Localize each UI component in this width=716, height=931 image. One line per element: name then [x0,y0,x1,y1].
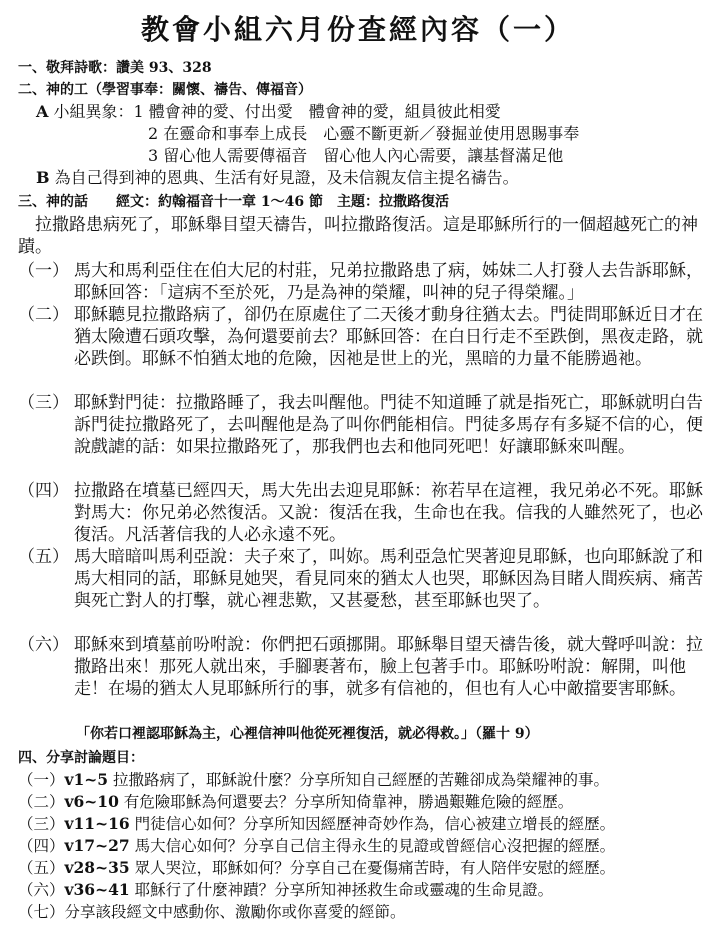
paragraph-text: 耶穌對門徒：拉撒路睡了，我去叫醒他。門徒不知道睡了就是指死亡，耶穌就明白告訴門徒拉撒路死了，去叫醒他是為了叫你們能相信。門徒多馬存有多疑不信的心，便說戲謔的話：如果拉撒路死了，那我們也去和他同死吧！好讓耶穌來叫醒。 [74,393,703,457]
discussion-question: 拉撒路病了，耶穌說什麼？分享所知自己經歷的苦難卻成為榮耀神的事。 [108,771,610,789]
paragraph-number: （一） [18,261,69,281]
prayer-b-text: 為自己得到神的恩典、生活有好見證，及未信親友信主提名禱告。 [54,168,519,187]
discussion-number: （一） [18,771,65,789]
discussion-verse-ref: v28~35 [64,858,130,877]
discussion-item-5 [18,858,615,878]
discussion-item-4 [18,836,615,856]
discussion-number: （六） [18,881,65,899]
discussion-question: 馬大信心如何？分享自己信主得永生的見證或曾經信心沒把握的經歷。 [129,837,616,855]
discussion-question: 有危險耶穌為何還要去？分享所知倚靠神，勝過艱難危險的經歷。 [118,793,574,811]
discussion-number: （二） [18,793,65,811]
paragraph-number: （六） [18,635,69,655]
vision-line-2: 2 在靈命和事奉上成長 心靈不斷更新／發掘並使用恩賜事奉 [148,124,580,143]
discussion-verse-ref: v6~10 [64,792,119,811]
section-word-heading: 三、神的話 經文：約翰福音十一章 1～46 節 主題：拉撒路復活 [18,194,449,210]
discussion-question: 門徒信心如何？分享所知因經歷神奇妙作為，信心被建立增長的經歷。 [129,815,616,833]
study-intro: 拉撒路患病死了，耶穌舉目望天禱告，叫拉撒路復活。這是耶穌所行的一個超越死亡的神蹟。 [18,215,698,257]
discussion-question: 耶穌行了什麼神蹟？分享所知神拯救生命或靈魂的生命見證。 [129,881,554,899]
vision-line-1: 小組異象：1 體會神的愛、付出愛 體會神的愛，組員彼此相愛 [53,102,501,121]
discussion-verse-ref: v1~5 [64,770,109,789]
section-discussion-heading: 四、分享討論題目： [18,750,144,766]
paragraph-number: （二） [18,305,69,325]
discussion-item-6 [18,880,553,900]
discussion-question: 眾人哭泣，耶穌如何？分享自己在憂傷痛苦時，有人陪伴安慰的經歷。 [129,859,616,877]
discussion-verse-ref: v17~27 [64,836,130,855]
vision-a-marker: A [36,102,49,121]
discussion-verse-ref: v36~41 [64,880,130,899]
page-title: 教會小組六月份查經內容（一） [140,13,575,46]
discussion-verse-ref: v11~16 [64,814,130,833]
paragraph-number: （四） [18,481,69,501]
paragraph-text: 拉撒路在墳墓已經四天，馬大先出去迎見耶穌：祢若早在這裡，我兄弟必不死。耶穌對馬大：你兄弟必然復活。又說：復活在我，生命也在我。信我的人雖然死了，也必復活。凡活著信我的人必永遠不死。 [74,481,703,545]
paragraph-text: 馬大暗暗叫馬利亞說：夫子來了，叫妳。馬利亞急忙哭著迎見耶穌，也向耶穌說了和馬大相同的話，耶穌見她哭，看見同來的猶太人也哭，耶穌因為目睹人間疾病、痛苦與死亡對人的打擊，就心裡悲歎，又甚憂愁，甚至耶穌也哭了。 [74,547,703,611]
section-gods-work-heading: 二、神的工（學習事奉：關懷、禱告、傳福音） [18,82,312,98]
discussion-question: 分享該段經文中感動你、激勵你或你喜愛的經節。 [64,903,406,921]
section-worship-songs: 一、敬拜詩歌：讚美 93、328 [18,60,212,76]
discussion-item-7 [18,902,406,922]
key-verse: 「你若口裡認耶穌為主，心裡信神叫他從死裡復活，就必得救。」（羅十 9） [76,726,539,742]
discussion-item-1 [18,770,609,790]
discussion-number: （三） [18,815,65,833]
paragraph-number: （三） [18,393,69,413]
discussion-number: （七） [18,903,65,921]
paragraph-text: 耶穌來到墳墓前吩咐說：你們把石頭挪開。耶穌舉目望天禱告後，就大聲呼叫說：拉撒路出來！那死人就出來，手腳裹著布，臉上包著手巾。耶穌吩咐說：解開，叫他走！在場的猶太人見耶穌所行的事，就多有信祂的，但也有人心中敵擋要害耶穌。 [74,635,703,699]
discussion-number: （四） [18,837,65,855]
discussion-number: （五） [18,859,65,877]
paragraph-text: 耶穌聽見拉撒路病了，卻仍在原處住了二天後才動身往猶太去。門徒問耶穌近日才在猶太險遭石頭攻擊，為何還要前去？耶穌回答：在白日行走不至跌倒，黑夜走路，就必跌倒。耶穌不怕猶太地的危險，因祂是世上的光，黑暗的力量不能勝過祂。 [74,305,703,369]
paragraph-text: 馬大和馬利亞住在伯大尼的村莊，兄弟拉撒路患了病，姊妹二人打發人去告訴耶穌，耶穌回答：「這病不至於死，乃是為神的榮耀，叫神的兒子得榮耀。」 [74,261,703,303]
prayer-b-marker: B [36,168,50,187]
discussion-item-2 [18,792,573,812]
vision-line-3: 3 留心他人需要傳福音 留心他人內心需要，讓基督滿足他 [148,146,564,165]
prayer-item-b [36,168,519,188]
discussion-item-3 [18,814,615,834]
paragraph-number: （五） [18,547,69,567]
vision-label-a [36,102,501,122]
